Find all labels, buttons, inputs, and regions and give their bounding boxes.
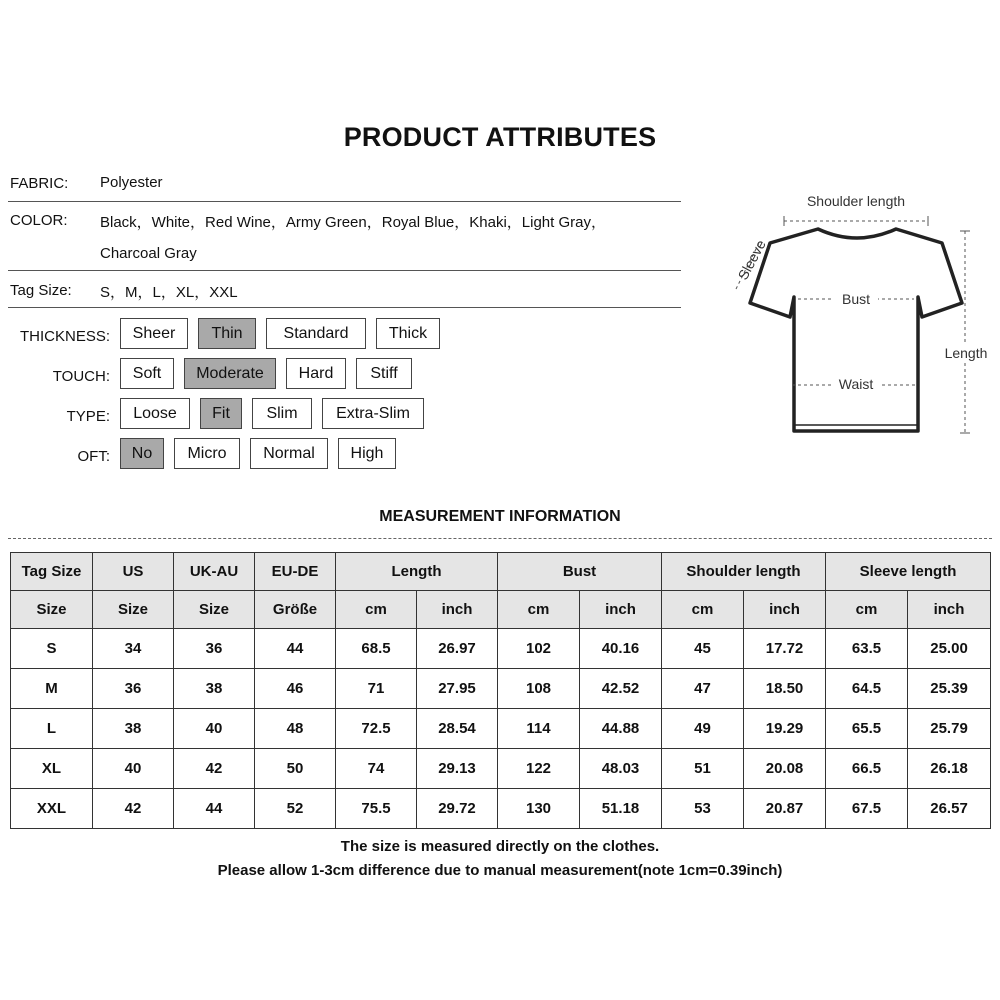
table-cell: 63.5	[826, 629, 908, 669]
tag-size-value: S，M，L，XL，XXL	[100, 284, 238, 301]
table-cell: 52	[255, 789, 336, 829]
table-cell: 53	[662, 789, 744, 829]
type-option-fit[interactable]: Fit	[200, 398, 242, 429]
table-cell: 40	[174, 709, 255, 749]
table-row	[11, 789, 991, 829]
oft-label: OFT:	[77, 448, 110, 465]
table-cell: 34	[93, 629, 174, 669]
thickness-option-thin[interactable]: Thin	[198, 318, 256, 349]
header-cell: US	[93, 553, 174, 591]
table-cell: 45	[662, 629, 744, 669]
oft-option-micro[interactable]: Micro	[174, 438, 240, 469]
divider	[8, 307, 681, 308]
table-cell: 67.5	[826, 789, 908, 829]
table-cell: 114	[498, 709, 580, 749]
table-cell: 19.29	[744, 709, 826, 749]
table-cell: 36	[93, 669, 174, 709]
subheader-cell: Size	[174, 591, 255, 629]
table-cell: 47	[662, 669, 744, 709]
thickness-option-thick[interactable]: Thick	[376, 318, 440, 349]
table-cell: 17.72	[744, 629, 826, 669]
oft-option-high[interactable]: High	[338, 438, 396, 469]
tag-size-label: Tag Size:	[10, 282, 72, 299]
page-title: PRODUCT ATTRIBUTES	[343, 122, 657, 152]
table-cell: 130	[498, 789, 580, 829]
thickness-option-sheer[interactable]: Sheer	[120, 318, 188, 349]
table-cell: 20.08	[744, 749, 826, 789]
table-cell: M	[11, 669, 93, 709]
table-cell: 25.00	[908, 629, 991, 669]
table-cell: 25.39	[908, 669, 991, 709]
thickness-option-standard[interactable]: Standard	[266, 318, 366, 349]
type-label: TYPE:	[66, 408, 110, 425]
subheader-cell: cm	[662, 591, 744, 629]
table-cell: 48	[255, 709, 336, 749]
table-cell: 25.79	[908, 709, 991, 749]
table-cell: 42.52	[580, 669, 662, 709]
subheader-cell: cm	[826, 591, 908, 629]
table-cell: 29.72	[417, 789, 498, 829]
table-cell: 49	[662, 709, 744, 749]
note-line-2: Please allow 1-3cm difference due to manual measurement(note 1cm=0.39inch)	[217, 862, 783, 879]
header-cell: Shoulder length	[662, 553, 826, 591]
table-cell: 20.87	[744, 789, 826, 829]
table-cell: 48.03	[580, 749, 662, 789]
table-subheader-row	[11, 591, 991, 629]
table-cell: 44.88	[580, 709, 662, 749]
table-row	[11, 669, 991, 709]
table-row	[11, 709, 991, 749]
table-cell: 51.18	[580, 789, 662, 829]
table-cell: 51	[662, 749, 744, 789]
touch-option-stiff[interactable]: Stiff	[356, 358, 412, 389]
table-cell: 26.97	[417, 629, 498, 669]
table-cell: XXL	[11, 789, 93, 829]
header-cell: Bust	[498, 553, 662, 591]
subheader-cell: Size	[93, 591, 174, 629]
bust-label: Bust	[841, 291, 871, 307]
touch-option-moderate[interactable]: Moderate	[184, 358, 276, 389]
divider	[8, 270, 681, 271]
table-cell: 38	[174, 669, 255, 709]
shoulder-length-label: Shoulder length	[806, 193, 906, 209]
table-cell: 65.5	[826, 709, 908, 749]
table-cell: 102	[498, 629, 580, 669]
subheader-cell: Size	[11, 591, 93, 629]
table-cell: XL	[11, 749, 93, 789]
table-cell: 26.18	[908, 749, 991, 789]
table-cell: 38	[93, 709, 174, 749]
table-cell: 68.5	[336, 629, 417, 669]
thickness-label: THICKNESS:	[19, 328, 110, 345]
type-option-extra-slim[interactable]: Extra-Slim	[322, 398, 424, 429]
table-cell: 36	[174, 629, 255, 669]
header-cell: Length	[336, 553, 498, 591]
fabric-label: FABRIC:	[10, 175, 69, 192]
subheader-cell: cm	[498, 591, 580, 629]
fabric-value: Polyester	[100, 174, 163, 191]
type-option-loose[interactable]: Loose	[120, 398, 190, 429]
table-cell: 122	[498, 749, 580, 789]
note-line-1: The size is measured directly on the clothes.	[340, 838, 660, 855]
table-cell: 28.54	[417, 709, 498, 749]
table-cell: 40	[93, 749, 174, 789]
subheader-cell: inch	[417, 591, 498, 629]
measurement-table	[10, 552, 991, 829]
length-label: Length	[944, 345, 988, 361]
subheader-cell: inch	[744, 591, 826, 629]
table-cell: 26.57	[908, 789, 991, 829]
measurement-title: MEASUREMENT INFORMATION	[379, 508, 621, 525]
header-cell: Tag Size	[11, 553, 93, 591]
table-cell: 108	[498, 669, 580, 709]
table-cell: 27.95	[417, 669, 498, 709]
color-values-line2: Charcoal Gray	[100, 245, 197, 262]
tshirt-diagram	[722, 185, 992, 445]
color-label: COLOR:	[10, 212, 68, 229]
table-cell: 46	[255, 669, 336, 709]
waist-label: Waist	[838, 376, 874, 392]
table-cell: 75.5	[336, 789, 417, 829]
divider	[8, 201, 681, 202]
table-cell: 72.5	[336, 709, 417, 749]
table-cell: 71	[336, 669, 417, 709]
table-row	[11, 749, 991, 789]
type-option-slim[interactable]: Slim	[252, 398, 312, 429]
header-cell: EU-DE	[255, 553, 336, 591]
subheader-cell: cm	[336, 591, 417, 629]
table-row	[11, 629, 991, 669]
touch-option-hard[interactable]: Hard	[286, 358, 346, 389]
table-cell: 29.13	[417, 749, 498, 789]
sleeve-label: Sleeve	[734, 237, 769, 283]
oft-option-normal[interactable]: Normal	[250, 438, 328, 469]
touch-label: TOUCH:	[52, 368, 110, 385]
table-cell: 42	[93, 789, 174, 829]
table-cell: S	[11, 629, 93, 669]
table-cell: 64.5	[826, 669, 908, 709]
subheader-cell: inch	[580, 591, 662, 629]
table-cell: 74	[336, 749, 417, 789]
table-header-row	[11, 553, 991, 591]
table-cell: 66.5	[826, 749, 908, 789]
dashed-divider	[8, 538, 992, 539]
color-values-line1: Black，White，Red Wine，Army Green，Royal Blue，Khaki，Light Gray，	[100, 214, 606, 231]
tshirt-outline-icon	[750, 229, 962, 431]
table-cell: 40.16	[580, 629, 662, 669]
table-cell: 44	[255, 629, 336, 669]
table-cell: L	[11, 709, 93, 749]
oft-option-no[interactable]: No	[120, 438, 164, 469]
header-cell: Sleeve length	[826, 553, 991, 591]
table-cell: 44	[174, 789, 255, 829]
table-cell: 50	[255, 749, 336, 789]
table-cell: 42	[174, 749, 255, 789]
subheader-cell: inch	[908, 591, 991, 629]
subheader-cell: Größe	[255, 591, 336, 629]
touch-option-soft[interactable]: Soft	[120, 358, 174, 389]
header-cell: UK-AU	[174, 553, 255, 591]
table-cell: 18.50	[744, 669, 826, 709]
